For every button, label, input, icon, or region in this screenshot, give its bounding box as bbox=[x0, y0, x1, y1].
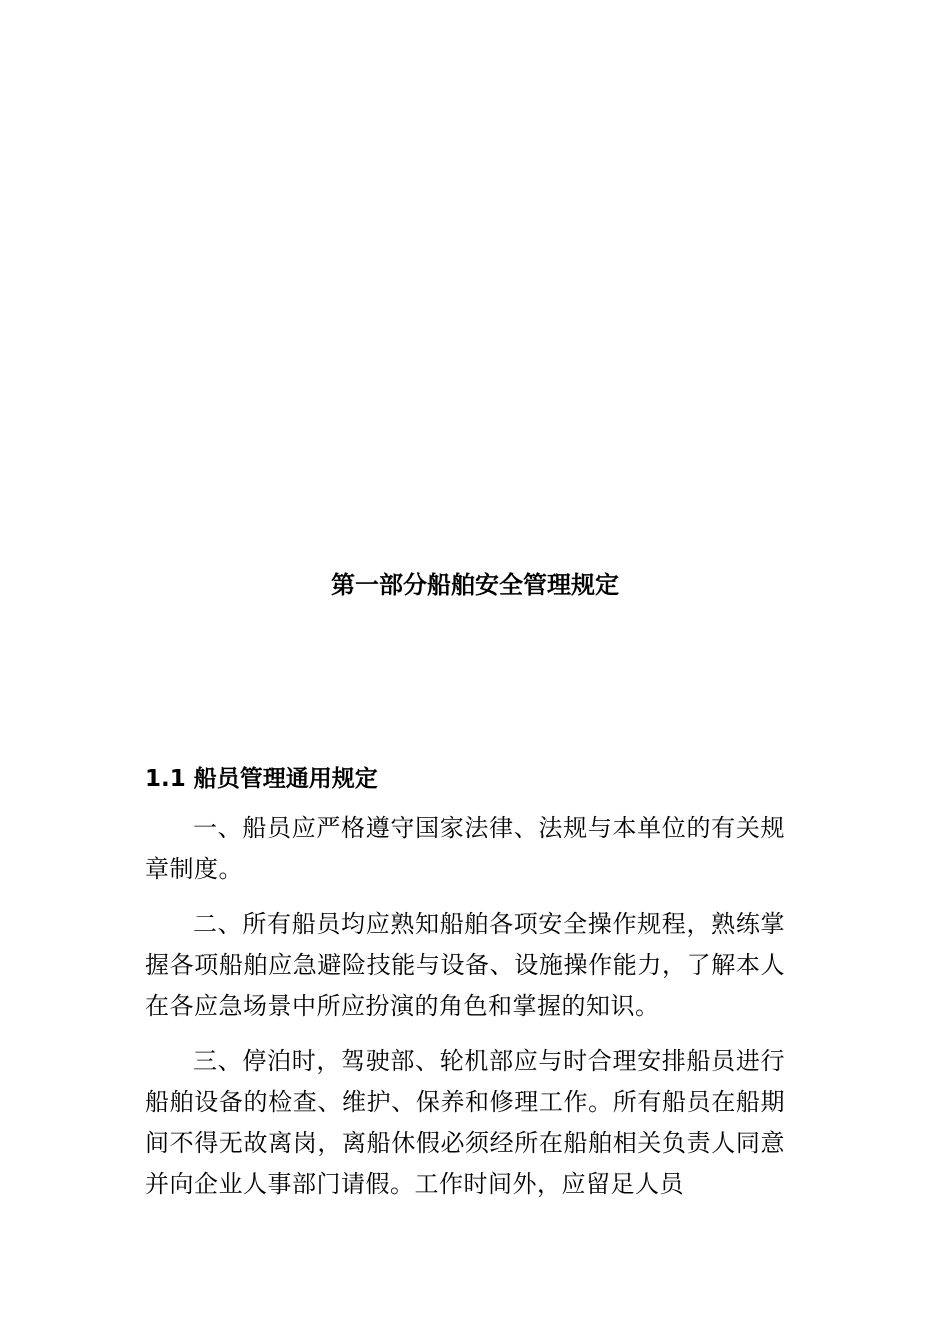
part-title: 第一部分船舶安全管理规定 bbox=[331, 571, 619, 599]
paragraph-3: 三、停泊时，驾驶部、轮机部应与时合理安排船员进行船舶设备的检查、维护、保养和修理工作。所有船员在船期间不得无故离岗，离船休假必须经所在船舶相关负责人同意并向企业人事部门请假。工作时间外，应留足人员 bbox=[145, 1047, 785, 1198]
section-heading: 1.1 船员管理通用规定 bbox=[145, 766, 378, 792]
paragraph-1: 一、船员应严格遵守国家法律、法规与本单位的有关规章制度。 bbox=[145, 814, 785, 883]
body-text bbox=[145, 808, 785, 1219]
paragraph-2: 二、所有船员均应熟知船舶各项安全操作规程，熟练掌握各项船舶应急避险技能与设备、设施操作能力，了解本人在各应急场景中所应扮演的角色和掌握的知识。 bbox=[145, 910, 785, 1020]
